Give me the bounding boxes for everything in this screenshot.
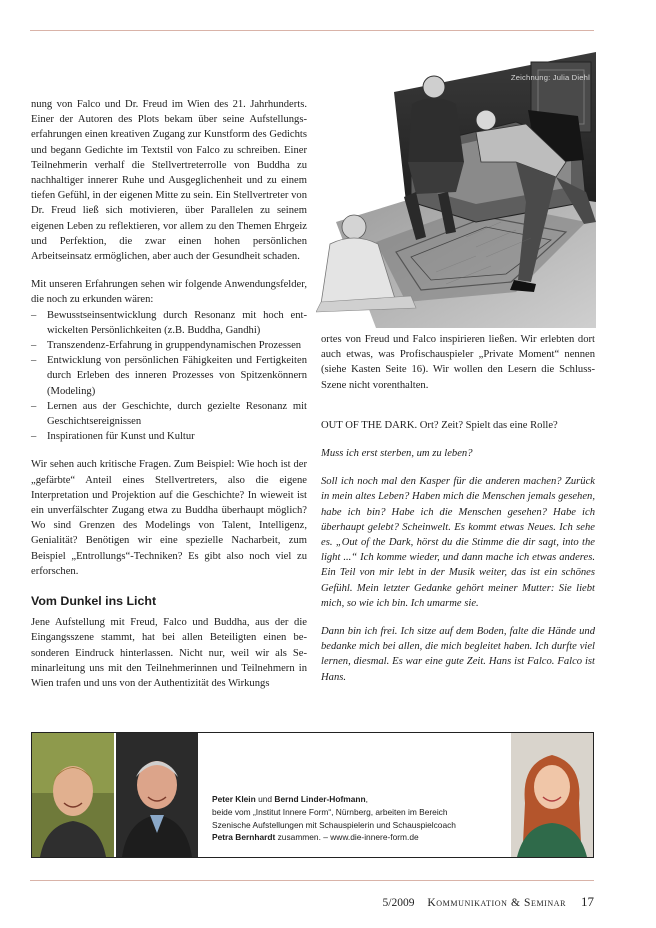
list-item: – Entwicklung von persönlichen Fähigkeiten und Fertigkeiten durch Erleben des inneren Prozesses von Spitzenkönnern (Modeling) bbox=[31, 353, 307, 399]
list-item: – Inspirationen für Kunst und Kultur bbox=[31, 429, 307, 444]
author-name: Bernd Linder-Hofmann bbox=[274, 794, 366, 804]
scene-line: Muss ich erst sterben, um zu leben? bbox=[321, 448, 473, 460]
authors-bio bbox=[212, 793, 502, 844]
bio-line bbox=[212, 831, 502, 844]
bio-connector: , bbox=[365, 794, 368, 804]
author-photo-peter-klein bbox=[32, 733, 114, 857]
author-photo-bernd-linder-hofmann bbox=[116, 733, 198, 857]
scene-title: OUT OF THE DARK. Ort? Zeit? Spielt das eine Rolle? bbox=[321, 419, 558, 431]
portrait-image bbox=[511, 733, 593, 857]
paragraph: nung von Falco und Dr. Freud im Wien des 21. Jahrhunderts. Einer der Autoren des Plots bekam über seine Aufstellungserfahrungen einen kreativen Zugang zur Kunstform des Gedichts und begann Gedichte im Textstil von Falco zu schreiben. Einer Teilnehmerin verhalf die Stellvertreterrolle von Buddha zu nachhaltiger innerer Ruhe und Ausgeglichenheit und zu einem tiefen Gefühl, in der eigenen Mitte zu sein. Ein Stellvertreter von Dr. Freud ließ sich motivieren, über Parallelen zu seinem eigenen Leben zu reflektieren, vor allem zu den Themen Ehrgeiz und Perfektion, die zwar einen hohen persönlichen Arbeitseinsatz ermöglichen, aber auch der Gesundheit schaden. bbox=[31, 99, 307, 263]
bio-connector: und bbox=[255, 794, 275, 804]
list-item: – Lernen aus der Geschichte, durch gezielte Resonanz mit Geschichtsereignissen bbox=[31, 399, 307, 429]
bottom-rule bbox=[30, 880, 594, 881]
applications-list bbox=[31, 308, 307, 445]
top-rule bbox=[30, 30, 594, 31]
portrait-image bbox=[116, 733, 198, 857]
scene-monologue: Soll ich noch mal den Kasper für die anderen machen? Zurück in mein altes Leben? Haben mich die Menschen jemals gesehen, habe ich bin? Habe ich die Menschen gesehen? Habe ich überhaupt gelebt? Scheinwelt. Es kommt etwas Neues. Ich sehe es. „Out of the Dark, hörst du die Stimme die dir sagt, into the light ...“ Ich komme wieder, und dann mache ich etwas anderes. Ein Teil von mir lebt in der Musik weiter, das ist ein schönes Gefühl. Mein letzter Gedanke gehört meiner Mutter: Sie liebt mich, so wie ich bin. Ich umarme sie. bbox=[321, 476, 595, 609]
bio-line bbox=[212, 793, 502, 806]
paragraph: Wir sehen auch kritische Fragen. Zum Beispiel: Wie hoch ist der „gefärbte“ Anteil eines Stellvertreters, also die eigene Interpretation und Projektion auf die Geschichte? In wieweit ist ein unverfälschter Zugang etwa zu Buddha überhaupt möglich? Wo sind Grenzen des Modelings von Talent, Intelligenz, Genialität? Benötigen wir eine spezielle Nacharbeit, zum Beispiel „Entrollungs“-Techniken? Es gibt also noch viel zu erforschen. bbox=[31, 459, 307, 577]
bio-text: zusammen. – www.die-innere-form.de bbox=[275, 832, 419, 843]
list-item: – Bewusstseinsentwicklung durch Resonanz mit hoch entwickelten Persönlichkeiten (z.B. Buddha, Gandhi) bbox=[31, 308, 307, 338]
left-column bbox=[31, 97, 307, 704]
bio-line: Szenische Aufstellungen mit Schauspielerin und Schauspielcoach bbox=[212, 819, 456, 830]
page-footer bbox=[383, 894, 594, 910]
paragraph: Mit unseren Erfahrungen sehen wir folgende Anwendungsfelder, die noch zu erkunden wären: bbox=[31, 279, 307, 306]
page-number: 17 bbox=[581, 894, 594, 909]
illustration-credit: Zeichnung: Julia Diehl bbox=[510, 73, 590, 82]
authors-box bbox=[31, 732, 594, 858]
portrait-image bbox=[32, 733, 114, 857]
section-heading: Vom Dunkel ins Licht bbox=[31, 594, 157, 609]
paragraph: Jene Aufstellung mit Freud, Falco und Buddha, aus der die Eingangsszene stammt, hat bei allen Beteiligten einen besonderen Eindruck hinterlassen. Nicht nur, weil wir als Seminarleitung uns mit den Teilnehmerinnen und Teilnehmern in Wien trafen und uns von der Authentizität des Wirkungs bbox=[31, 617, 307, 689]
issue-number: 5/2009 bbox=[382, 897, 415, 909]
right-column bbox=[321, 332, 595, 698]
scene-ending: Dann bin ich frei. Ich sitze auf dem Boden, falte die Hände und bedanke mich bei allen, die mich begleitet haben. Ich durfte viel lernen, diesmal. Es war eine gute Zeit. Hans ist Falco. Falco ist Hans. bbox=[321, 626, 595, 683]
illustration bbox=[316, 52, 596, 328]
author-name: Petra Bernhardt bbox=[212, 832, 276, 843]
author-name: Peter Klein bbox=[212, 794, 256, 804]
drawing-image bbox=[316, 52, 596, 328]
bio-line: beide vom „Institut Innere Form“, Nürnberg, arbeiten im Bereich bbox=[212, 806, 448, 817]
paragraph: ortes von Freud und Falco inspirieren ließen. Wir erlebten dort auch etwas, was Profischauspieler „Private Moment“ nennen (siehe Kasten Seite 16). Wir wollen den Lesern die Schluss-Szene nicht vorenthalten. bbox=[321, 334, 595, 391]
magazine-title: Kommunikation & Seminar bbox=[427, 897, 567, 909]
author-photo-petra-bernhardt bbox=[511, 733, 593, 857]
list-item: – Transzendenz-Erfahrung in gruppendynamischen Prozessen bbox=[31, 338, 307, 353]
